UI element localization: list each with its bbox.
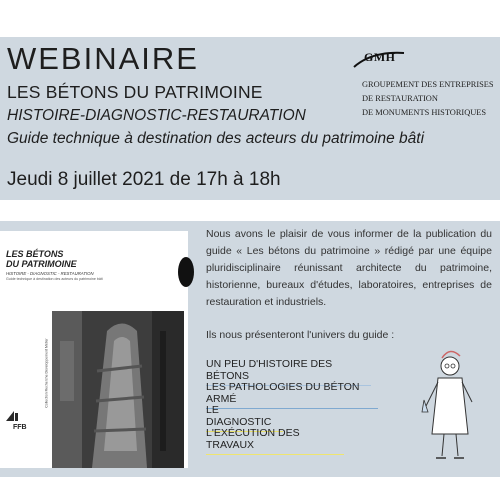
gmh-line-3: DE MONUMENTS HISTORIQUES xyxy=(362,108,487,117)
book-cover-photo xyxy=(52,311,184,468)
intro-paragraph: Nous avons le plaisir de vous informer de la publication du guide « Les bétons du patrimoine » rédigé par une équipe pluridisciplinaire réunissant architecte du patrimoine, historienne, bureaux d'études, laboratoires, entreprises de restauration et industriels. xyxy=(206,228,492,308)
webinar-title: LES BÉTONS DU PATRIMOINE xyxy=(7,82,263,102)
topic-history: UN PEU D'HISTOIRE DES BÉTONS xyxy=(206,358,371,386)
book-title xyxy=(6,249,77,269)
book-subtitle: HISTOIRE - DIAGNOSTIC - RESTAURATION xyxy=(6,271,94,276)
gmh-logo-text: GMH xyxy=(364,50,396,64)
book-title-line-1: LES BÉTONS xyxy=(6,249,64,259)
guide-description: Guide technique à destination des acteurs du patrimoine bâti xyxy=(7,130,425,147)
topic-execution: L'EXÉCUTION DES TRAVAUX xyxy=(206,427,344,455)
book-spine-strip xyxy=(40,311,52,468)
header-panel xyxy=(0,37,500,200)
ffb-logo-text: FFB xyxy=(13,424,27,431)
book-spine-text: Collection Recherche Développement Métier xyxy=(44,338,49,408)
content-panel xyxy=(0,221,500,477)
book-cover xyxy=(0,231,188,468)
webinar-kicker: WEBINAIRE xyxy=(7,41,199,76)
gmh-line-2: DE RESTAURATION xyxy=(362,94,438,103)
book-title-line-2: DU PATRIMOINE xyxy=(6,259,77,269)
present-line: Ils nous présenteront l'univers du guide : xyxy=(206,329,395,341)
decorative-dot xyxy=(178,257,194,287)
topic-diagnostic: LE DIAGNOSTIC xyxy=(206,404,283,432)
topic-pathologies: LES PATHOLOGIES DU BÉTON ARMÉ xyxy=(206,381,378,409)
gmh-line-1: GROUPEMENT DES ENTREPRISES xyxy=(362,80,494,89)
scientist-illustration-icon xyxy=(420,346,480,466)
webinar-subtitle: HISTOIRE-DIAGNOSTIC-RESTAURATION xyxy=(7,107,306,124)
book-description: Guide technique à destination des acteurs du patrimoine bâti xyxy=(6,277,103,281)
gmh-organization-name xyxy=(362,78,494,120)
webinar-date: Jeudi 8 juillet 2021 de 17h à 18h xyxy=(7,169,281,190)
